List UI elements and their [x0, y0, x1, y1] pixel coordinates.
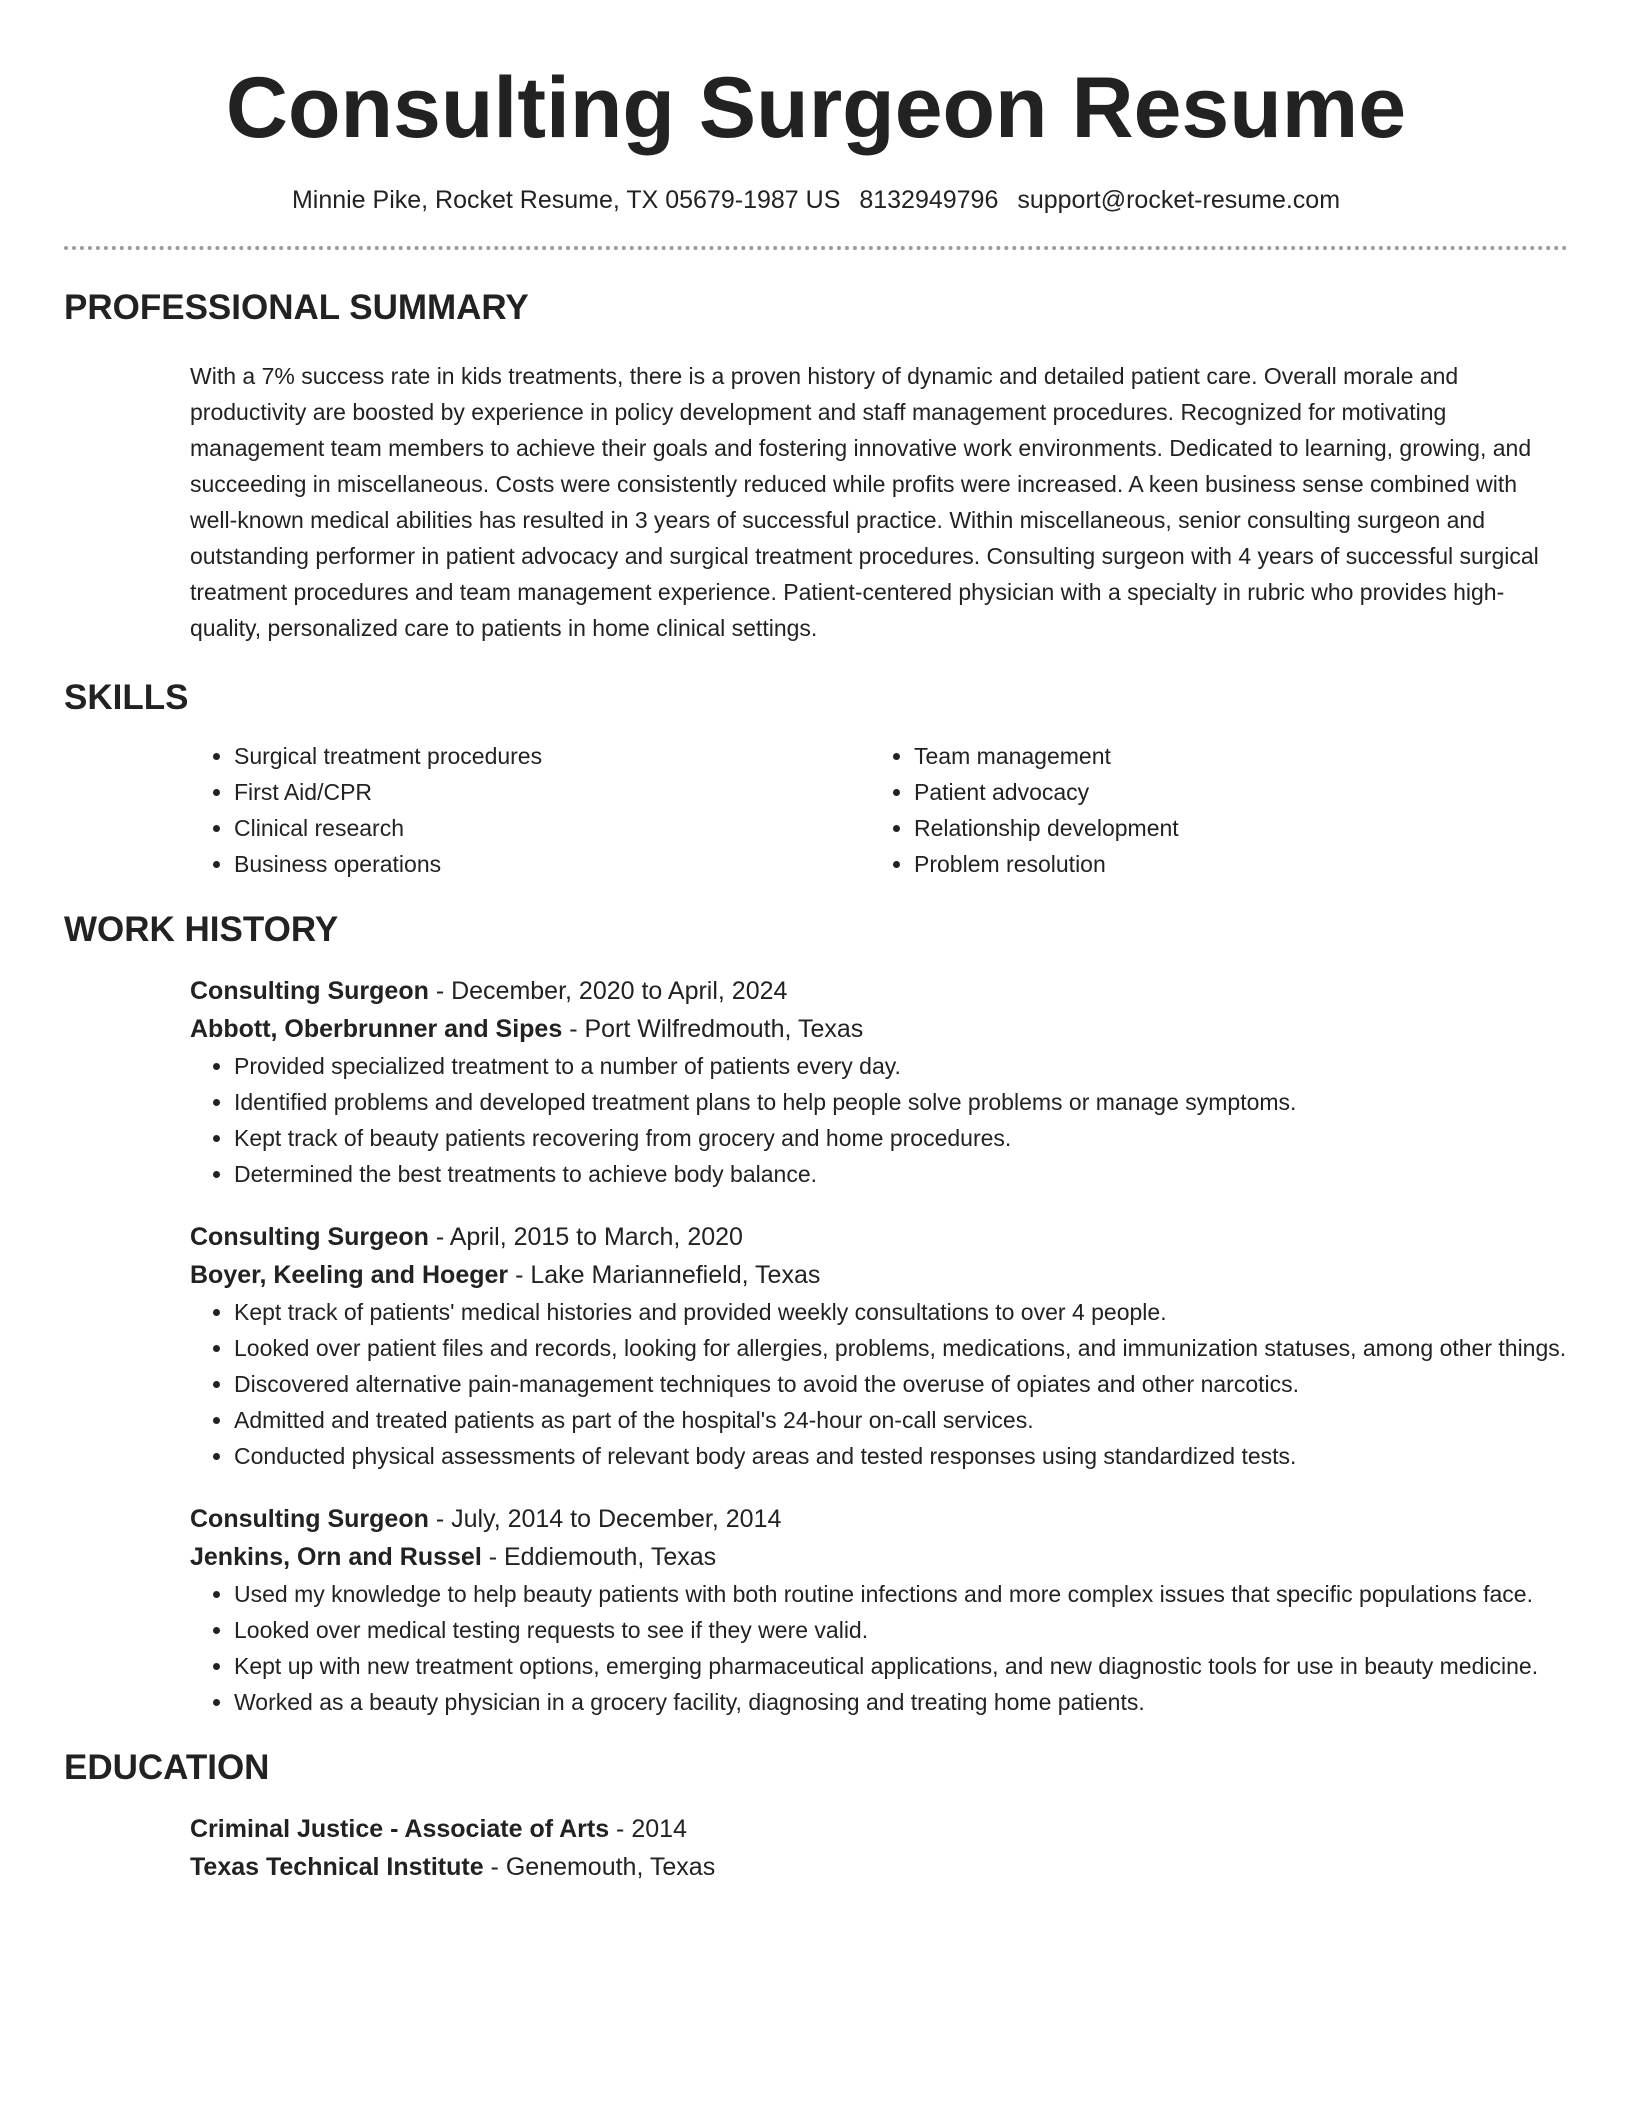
job-bullet: • Kept up with new treatment options, emerging pharmaceutical applications, and new diagnostic tools for use in beauty medicine.: [234, 1648, 1568, 1684]
skill-item: • Problem resolution: [914, 846, 1568, 882]
job-company: Abbott, Oberbrunner and Sipes: [190, 1015, 563, 1043]
job-entry: [190, 1500, 1568, 1720]
job-bullet: • Admitted and treated patients as part of the hospital's 24-hour on-call services.: [234, 1402, 1568, 1438]
job-entry: [190, 1218, 1568, 1474]
job-bullet: • Looked over medical testing requests to see if they were valid.: [234, 1612, 1568, 1648]
header-divider: [64, 246, 1568, 250]
job-bullet: • Worked as a beauty physician in a grocery facility, diagnosing and treating home patients.: [234, 1684, 1568, 1720]
job-bullet: • Kept track of beauty patients recovering from grocery and home procedures.: [234, 1120, 1568, 1156]
job-title-line: [190, 1500, 1568, 1538]
job-bullet: • Looked over patient files and records, looking for allergies, problems, medications, and immunization statuses, among other things.: [234, 1330, 1568, 1366]
job-bullet: • Discovered alternative pain-management techniques to avoid the overuse of opiates and other narcotics.: [234, 1366, 1568, 1402]
job-title: Consulting Surgeon: [190, 977, 429, 1005]
education-school-line: [190, 1848, 1568, 1886]
contact-line: [64, 184, 1568, 216]
skill-item: • Patient advocacy: [914, 774, 1568, 810]
job-bullets: [190, 1294, 1568, 1474]
job-dates: - April, 2015 to March, 2020: [428, 1223, 743, 1251]
job-title-line: [190, 1218, 1568, 1256]
education-heading: EDUCATION: [64, 1748, 270, 1787]
skills-section: [64, 676, 1568, 882]
job-company-line: [190, 1256, 1568, 1294]
skill-item: • Team management: [914, 738, 1568, 774]
skill-item: • First Aid/CPR: [234, 774, 870, 810]
job-company: Boyer, Keeling and Hoeger: [190, 1261, 509, 1289]
skill-item: • Clinical research: [234, 810, 870, 846]
job-title: Consulting Surgeon: [190, 1223, 429, 1251]
job-bullet: • Conducted physical assessments of relevant body areas and tested responses using standardized tests.: [234, 1438, 1568, 1474]
summary-heading: PROFESSIONAL SUMMARY: [64, 288, 529, 327]
skills-list-right: [870, 738, 1568, 882]
summary-text: With a 7% success rate in kids treatments, there is a proven history of dynamic and detailed patient care. Overall morale and productivity are boosted by experience in policy development and staff management procedures. Recognized for motivating management team members to achieve their goals and fostering innovative work environments. Dedicated to learning, growing, and succeeding in miscellaneous. Costs were consistently reduced while profits were increased. A keen business sense combined with well-known medical abilities has resulted in 3 years of successful practice. Within miscellaneous, senior consulting surgeon and outstanding performer in patient advocacy and surgical treatment procedures. Consulting surgeon with 4 years of successful surgical treatment procedures and team management experience. Patient-centered physician with a specialty in rubric who provides high-quality, personalized care to patients in home clinical settings.: [190, 363, 1539, 641]
job-bullet: • Identified problems and developed treatment plans to help people solve problems or manage symptoms.: [234, 1084, 1568, 1120]
contact-phone: 8132949796: [859, 186, 999, 214]
job-dates: - July, 2014 to December, 2014: [428, 1505, 782, 1533]
job-bullets: [190, 1576, 1568, 1720]
job-company: Jenkins, Orn and Russel: [190, 1543, 482, 1571]
skill-item: • Business operations: [234, 846, 870, 882]
job-location: - Eddiemouth, Texas: [481, 1543, 717, 1571]
job-company-line: [190, 1010, 1568, 1048]
job-dates: - December, 2020 to April, 2024: [428, 977, 788, 1005]
job-location: - Lake Mariannefield, Texas: [508, 1261, 821, 1289]
summary-section: [64, 286, 1568, 646]
job-company-line: [190, 1538, 1568, 1576]
job-title: Consulting Surgeon: [190, 1505, 429, 1533]
contact-address: Minnie Pike, Rocket Resume, TX 05679-1987 US: [291, 186, 841, 214]
job-bullets: [190, 1048, 1568, 1192]
skills-heading: SKILLS: [64, 678, 189, 717]
job-bullet: • Used my knowledge to help beauty patients with both routine infections and more complex issues that specific populations face.: [234, 1576, 1568, 1612]
education-degree-line: [190, 1810, 1568, 1848]
work-section: [64, 908, 1568, 1720]
skill-item: • Relationship development: [914, 810, 1568, 846]
skill-item: • Surgical treatment procedures: [234, 738, 870, 774]
education-location: - Genemouth, Texas: [483, 1853, 716, 1881]
skills-list-left: [190, 738, 870, 882]
contact-email[interactable]: support@rocket-resume.com: [1017, 186, 1341, 214]
job-bullet: • Determined the best treatments to achieve body balance.: [234, 1156, 1568, 1192]
job-bullet: • Kept track of patients' medical histories and provided weekly consultations to over 4 people.: [234, 1294, 1568, 1330]
education-section: [64, 1746, 1568, 1886]
job-bullet: • Provided specialized treatment to a number of patients every day.: [234, 1048, 1568, 1084]
job-location: - Port Wilfredmouth, Texas: [562, 1015, 864, 1043]
job-entry: [190, 972, 1568, 1192]
education-degree: Criminal Justice - Associate of Arts: [190, 1815, 610, 1843]
resume-title: Consulting Surgeon Resume: [225, 60, 1407, 156]
education-school: Texas Technical Institute: [190, 1853, 484, 1881]
job-title-line: [190, 972, 1568, 1010]
skills-grid: [190, 738, 1568, 882]
work-heading: WORK HISTORY: [64, 910, 339, 949]
education-year: - 2014: [609, 1815, 687, 1843]
